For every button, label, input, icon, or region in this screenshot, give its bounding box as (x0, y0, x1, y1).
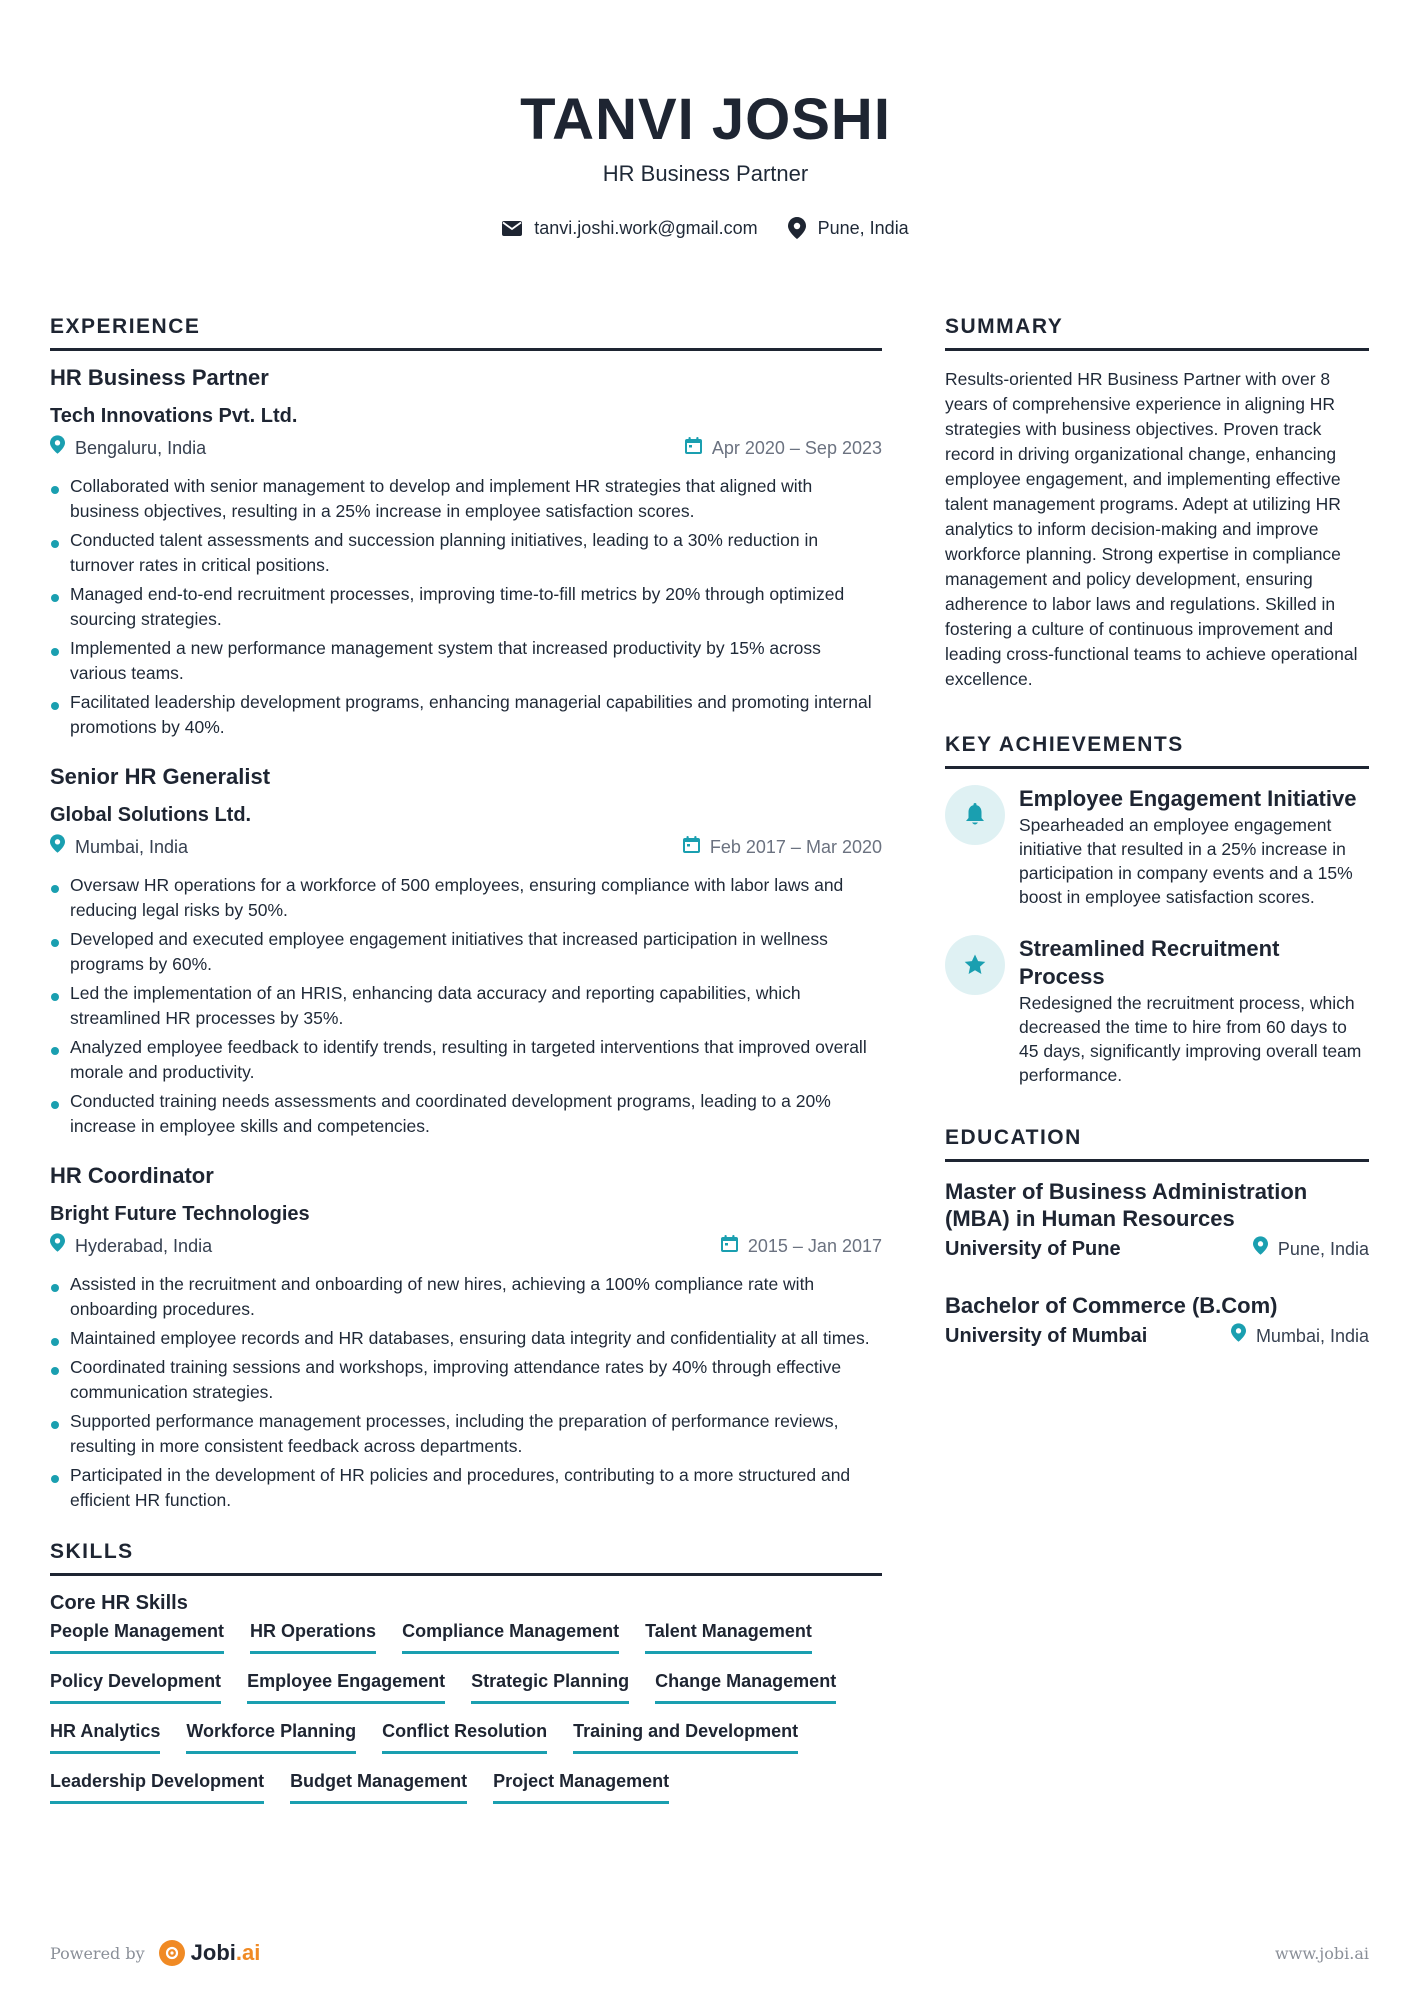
education-heading: EDUCATION (945, 1125, 1369, 1162)
skill-tag: Conflict Resolution (382, 1720, 547, 1754)
job-title: Senior HR Generalist (50, 764, 271, 789)
bullet-item: Developed and executed employee engagement initiatives that increased participation in wellness programs by 60%. (50, 927, 882, 977)
skill-row (50, 1670, 882, 1704)
achievements-heading: KEY ACHIEVEMENTS (945, 732, 1369, 769)
achievement-body (1019, 785, 1369, 909)
job-title: HR Coordinator (50, 1163, 214, 1188)
skill-row (50, 1720, 882, 1754)
job-dates (685, 436, 882, 460)
education-section (945, 1125, 1369, 1349)
location-pin-icon (50, 834, 65, 859)
job-entry (50, 1161, 882, 1513)
job-location (50, 834, 188, 859)
location-pin-icon (788, 217, 806, 239)
website-link[interactable]: www.jobi.ai (1275, 1943, 1369, 1963)
achievement-item (945, 935, 1369, 1087)
bullet-item: Facilitated leadership development programs, enhancing managerial capabilities and promoting internal promotions by 40%. (50, 690, 882, 740)
achievement-item (945, 785, 1369, 909)
brand-suffix: .ai (235, 1940, 261, 1965)
location-pin-icon (50, 1233, 65, 1258)
candidate-title: HR Business Partner (602, 161, 809, 186)
job-meta (50, 1233, 882, 1258)
education-meta (945, 1236, 1369, 1262)
skill-tag: Change Management (655, 1670, 836, 1704)
location-pin-icon (50, 435, 65, 460)
skill-tag: HR Operations (250, 1620, 376, 1654)
job-bullets (50, 474, 882, 740)
achievement-title: Employee Engagement Initiative (1019, 786, 1357, 811)
experience-heading: EXPERIENCE (50, 314, 882, 351)
skill-tag: Talent Management (645, 1620, 812, 1654)
location-text: Pune, India (817, 218, 909, 238)
bullet-item: Coordinated training sessions and workshops, improving attendance rates by 40% through effective communication strategies. (50, 1355, 882, 1405)
bullet-item: Oversaw HR operations for a workforce of 500 employees, ensuring compliance with labor laws and reducing legal risks by 50%. (50, 873, 882, 923)
education-meta (945, 1323, 1369, 1349)
calendar-icon (685, 436, 702, 460)
job-meta (50, 834, 882, 859)
brand-logo-link[interactable] (159, 1940, 261, 1966)
powered-by (50, 1940, 260, 1966)
company-name: Tech Innovations Pvt. Ltd. (50, 405, 298, 427)
skill-tag: Budget Management (290, 1770, 467, 1804)
achievement-description: Redesigned the recruitment process, which decreased the time to hire from 60 days to 45 days, significantly improving overall team performance. (1019, 993, 1362, 1085)
bullet-item: Conducted training needs assessments and coordinated development programs, leading to a 20% increase in employee skills and competencies. (50, 1089, 882, 1139)
job-dates (683, 835, 882, 859)
job-dates-text: Feb 2017 – Mar 2020 (709, 836, 882, 857)
skill-tag: Workforce Planning (186, 1720, 356, 1754)
skill-row (50, 1770, 882, 1804)
achievement-body (1019, 935, 1369, 1087)
bullet-item: Maintained employee records and HR databases, ensuring data integrity and confidentiality at all times. (50, 1326, 882, 1351)
skill-tag: Employee Engagement (247, 1670, 445, 1704)
mail-icon (502, 221, 522, 236)
skill-tag: Strategic Planning (471, 1670, 629, 1704)
job-bullets (50, 1272, 882, 1513)
job-location-text: Mumbai, India (75, 836, 189, 857)
job-dates-text: 2015 – Jan 2017 (747, 1235, 882, 1256)
bullet-item: Led the implementation of an HRIS, enhancing data accuracy and reporting capabilities, which streamlined HR processes by 35%. (50, 981, 882, 1031)
education-location-text: Pune, India (1277, 1238, 1369, 1259)
degree-title: Bachelor of Commerce (B.Com) (945, 1293, 1278, 1318)
calendar-icon (721, 1234, 738, 1258)
achievements-list (945, 785, 1369, 1087)
jobi-logo-icon (159, 1940, 185, 1966)
skill-tag: Compliance Management (402, 1620, 619, 1654)
candidate-name: TANVI JOSHI (520, 87, 891, 152)
job-dates (721, 1234, 882, 1258)
bullet-item: Supported performance management processes, including the preparation of performance reviews, resulting in more consistent feedback across departments. (50, 1409, 882, 1459)
education-item (945, 1178, 1369, 1262)
education-location-text: Mumbai, India (1255, 1325, 1369, 1346)
education-location (1253, 1236, 1369, 1261)
company-name: Global Solutions Ltd. (50, 804, 252, 826)
brand-main: Jobi (190, 1940, 236, 1965)
email-text: tanvi.joshi.work@gmail.com (534, 218, 758, 238)
contact-info (0, 216, 1411, 240)
job-dates-text: Apr 2020 – Sep 2023 (711, 437, 882, 458)
brand-name (191, 1940, 261, 1966)
skills-section (50, 1539, 882, 1804)
bullet-item: Participated in the development of HR policies and procedures, contributing to a more structured and efficient HR function. (50, 1463, 882, 1513)
education-location (1231, 1323, 1369, 1348)
right-column (945, 314, 1369, 1349)
skill-tag: People Management (50, 1620, 224, 1654)
job-meta (50, 435, 882, 460)
job-entry (50, 363, 882, 740)
resume-header (0, 88, 1411, 240)
skill-tag: Leadership Development (50, 1770, 264, 1804)
education-item (945, 1292, 1369, 1349)
job-location (50, 435, 206, 460)
summary-heading: SUMMARY (945, 314, 1369, 351)
bullet-item: Assisted in the recruitment and onboarding of new hires, achieving a 100% compliance rate with onboarding procedures. (50, 1272, 882, 1322)
skill-tag: Project Management (493, 1770, 669, 1804)
skill-tag: Training and Development (573, 1720, 798, 1754)
bullet-item: Conducted talent assessments and succession planning initiatives, leading to a 30% reduction in turnover rates in critical positions. (50, 528, 882, 578)
contact-email[interactable] (502, 216, 757, 240)
skills-heading: SKILLS (50, 1539, 882, 1576)
skill-tag: HR Analytics (50, 1720, 160, 1754)
bell-icon (945, 785, 1005, 845)
degree-title: Master of Business Administration (MBA) in Human Resources (945, 1179, 1308, 1231)
powered-by-text: Powered by (50, 1943, 145, 1963)
star-icon (945, 935, 1005, 995)
location-pin-icon (1231, 1323, 1246, 1348)
job-title: HR Business Partner (50, 365, 269, 390)
job-entry (50, 762, 882, 1139)
skill-row (50, 1620, 882, 1654)
left-column (50, 314, 882, 1804)
calendar-icon (683, 835, 700, 859)
achievement-description: Spearheaded an employee engagement initiative that resulted in a 25% increase in participation in company events and a 15% boost in employee satisfaction scores. (1019, 815, 1353, 907)
university-name: University of Mumbai (945, 1325, 1148, 1347)
company-name: Bright Future Technologies (50, 1203, 310, 1225)
job-location-text: Bengaluru, India (75, 437, 207, 458)
bullet-item: Managed end-to-end recruitment processes, improving time-to-fill metrics by 20% through optimized sourcing strategies. (50, 582, 882, 632)
achievement-title: Streamlined Recruitment Process (1019, 936, 1280, 989)
achievements-section (945, 732, 1369, 1087)
experience-list (50, 363, 882, 1513)
skills-group-title: Core HR Skills (50, 1592, 188, 1614)
bullet-item: Collaborated with senior management to develop and implement HR strategies that aligned with business objectives, resulting in a 25% increase in employee satisfaction scores. (50, 474, 882, 524)
page-footer (50, 1940, 1369, 1966)
bullet-item: Analyzed employee feedback to identify trends, resulting in targeted interventions that improved overall morale and productivity. (50, 1035, 882, 1085)
skill-tag: Policy Development (50, 1670, 221, 1704)
contact-location (788, 216, 909, 240)
job-bullets (50, 873, 882, 1139)
education-list (945, 1178, 1369, 1349)
job-location (50, 1233, 212, 1258)
university-name: University of Pune (945, 1238, 1121, 1260)
skills-list (50, 1620, 882, 1804)
job-location-text: Hyderabad, India (75, 1235, 213, 1256)
summary-text: Results-oriented HR Business Partner with over 8 years of comprehensive experience in aligning HR strategies with business objectives. Proven track record in driving organizational change, enhancing employee engagement, and implementing effective talent management programs. Adept at utilizing HR analytics to inform decision-making and improve workforce planning. Strong expertise in compliance management and policy development, ensuring adherence to labor laws and regulations. Skilled in fostering a culture of continuous improvement and leading cross-functional teams to achieve operational excellence. (945, 369, 1358, 689)
location-pin-icon (1253, 1236, 1268, 1261)
bullet-item: Implemented a new performance management system that increased productivity by 15% across various teams. (50, 636, 882, 686)
